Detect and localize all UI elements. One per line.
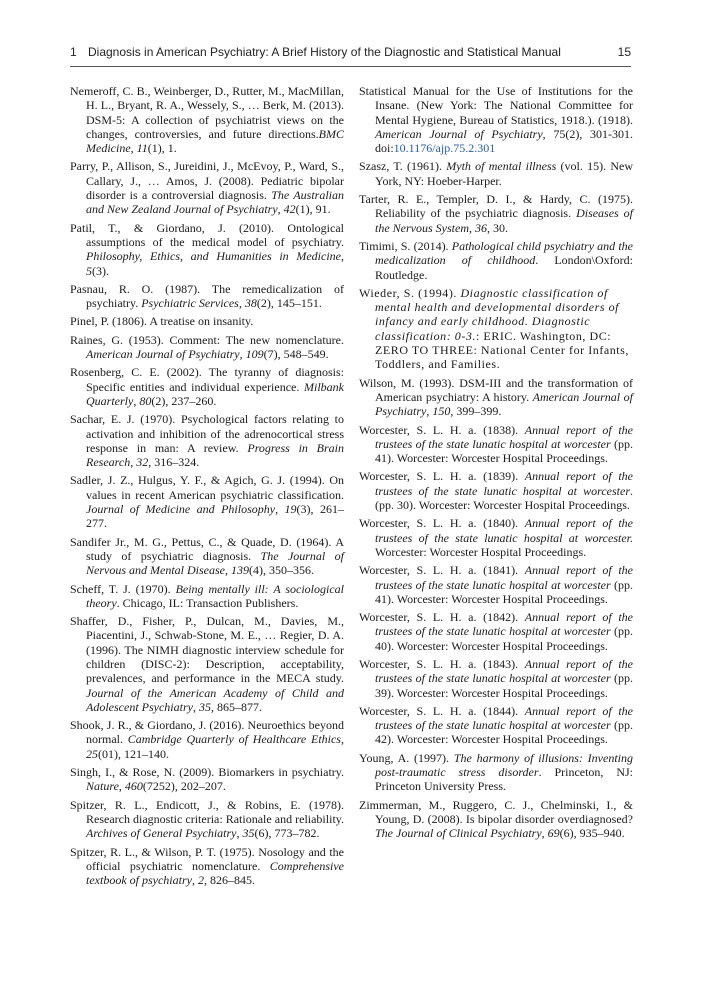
reference-entry [70, 221, 344, 278]
reference-text-part: (pp. 41). Worcester: Worcester Hospital Proceedings. [375, 436, 634, 466]
reference-text-part: , [130, 455, 137, 470]
reference-text-part: Timimi, S. (2014). [359, 238, 452, 253]
chapter-title: Diagnosis in American Psychiatry: A Brief History of the Diagnostic and Statistical Manual [88, 45, 561, 59]
reference-italic-part: The Australian and New Zealand Journal of Psychiatry [86, 188, 344, 217]
reference-entry [70, 535, 344, 578]
reference-text-part: (7252), 202–207. [142, 779, 226, 794]
reference-text-part: Sadler, J. Z., Hulgus, Y. F., & Agich, G. J. (1994). On values in recent American psychiatric classification. [70, 473, 344, 502]
reference-italic-part: 80 [139, 393, 152, 408]
reference-italic-part: Annual report of the trustees of the state lunatic hospital at worcester [375, 703, 633, 733]
reference-text-part: Worcester, S. L. H. a. (1842). [359, 610, 525, 625]
reference-italic-part: Psychiatric Services [141, 296, 239, 311]
reference-text-part: Rosenberg, C. E. (2002). The tyranny of diagnosis: Specific entities and individual experience. [70, 365, 344, 394]
references-column-left [70, 84, 344, 891]
reference-text-part: Pasnau, R. O. (1987). The remedicalization of psychiatry. [70, 281, 344, 311]
reference-entry [70, 84, 344, 155]
reference-text-part: , [340, 732, 344, 747]
reference-text-part: (pp. 39). Worcester: Worcester Hospital Proceedings. [375, 671, 634, 700]
reference-italic-part: Annual report of the trustees of the state lunatic hospital at worcester [375, 610, 633, 639]
reference-text-part: Spitzer, R. L., Endicott, J., & Robins, E. (1978). Research diagnostic criteria: Rationale and reliability. [70, 797, 344, 826]
reference-text-part: Worcester, S. L. H. a. (1839). [359, 469, 525, 484]
reference-text-part: (3), 261–277. [86, 502, 344, 531]
reference-text-part: Spitzer, R. L., & Wilson, P. T. (1975). Nosology and the official psychiatric nomenclature. [70, 844, 344, 873]
reference-entry [359, 84, 633, 155]
reference-text-part: , [224, 563, 231, 578]
reference-italic-part: 38 [244, 296, 257, 311]
reference-italic-part: Myth of mental illness [446, 159, 557, 174]
reference-entry [70, 798, 344, 841]
reference-text-part: (2), 237–260. [151, 393, 217, 408]
reference-italic-part: Journal of the American Academy of Child and Adolescent Psychiatry [86, 685, 344, 714]
reference-text-part: (1), 91. [295, 202, 331, 217]
reference-italic-part: American Journal of Psychiatry [375, 126, 543, 141]
reference-text-part: , [277, 202, 284, 217]
reference-entry [70, 365, 344, 408]
reference-italic-part: The Journal of Clinical Psychiatry [375, 826, 542, 841]
reference-entry [359, 286, 633, 372]
reference-text-part: (4), 350–356. [248, 563, 314, 578]
reference-text-part: Worcester, S. L. H. a. (1838). [359, 422, 525, 437]
reference-italic-part: Archives of General Psychiatry [86, 826, 237, 841]
reference-text-part: Zimmerman, M., Ruggero, C. J., Chelminski, I., & Young, D. (2008). Is bipolar disorder overdiagnosed? [359, 797, 633, 826]
reference-italic-part: 460 [124, 779, 143, 794]
reference-text-part: . (pp. 30). Worcester: Worcester Hospital Proceedings. [375, 483, 633, 513]
reference-text-part: Patil, T., & Giordano, J. (2010). Ontological assumptions of the medical model of psychiatry. [70, 220, 344, 249]
reference-entry [359, 159, 633, 188]
reference-italic-part: Pathological child psychiatry and the medicalization of childhood [375, 238, 634, 268]
reference-italic-part: Philosophy, Ethics, and Humanities in Medicine [86, 249, 341, 264]
reference-entry [359, 751, 633, 794]
reference-italic-part: 109 [245, 347, 264, 362]
reference-entry [359, 610, 633, 653]
reference-entry [70, 473, 344, 530]
reference-text-part: , [238, 296, 245, 311]
reference-text-part: , 30. [486, 220, 508, 235]
reference-text-part: Pinel, P. (1806). A treatise on insanity. [70, 314, 254, 329]
reference-entry [359, 516, 633, 559]
reference-italic-part: Annual report of the trustees of the state lunatic hospital at worcester [375, 469, 633, 498]
reference-text-part: , [191, 873, 198, 888]
reference-text-part: Sandifer Jr., M. G., Pettus, C., & Quade, D. (1964). A study of psychiatric diagnosis. [70, 534, 344, 563]
reference-italic-part: 36 [474, 220, 487, 235]
reference-italic-part: American Journal of Psychiatry [86, 347, 240, 362]
reference-italic-part: American Journal of Psychiatry [375, 389, 633, 419]
reference-italic-part: Being mentally ill: A sociological theory [86, 581, 344, 610]
reference-italic-part: 32 [136, 455, 149, 470]
page-number: 15 [617, 45, 631, 59]
reference-text-part: , [426, 404, 433, 419]
reference-text-part: Sachar, E. J. (1970). Psychological factors relating to activation and inhibition of the adrenocortical stress response in man: A review. [70, 412, 344, 455]
reference-italic-part: 35 [242, 826, 255, 841]
reference-text-part: Scheff, T. J. (1970). [70, 581, 176, 596]
reference-text-part: (01), 121–140. [98, 746, 169, 761]
reference-text-part: (6), 935–940. [559, 826, 625, 841]
reference-text-part: Worcester, S. L. H. a. (1841). [359, 563, 525, 578]
reference-text-part: Wilson, M. (1993). DSM-III and the transformation of American psychiatry: A history. [359, 375, 633, 404]
reference-entry [70, 718, 344, 761]
reference-entry [359, 423, 633, 466]
reference-text-part: Statistical Manual for the Use of Institutions for the Insane. (New York: The National Committee for Mental Hygiene, Bureau of Statistics, 1918.). (1918). [359, 84, 633, 127]
reference-italic-part: 139 [230, 563, 249, 578]
reference-italic-part: The harmony of illusions: Inventing post-traumatic stress disorder [375, 750, 633, 780]
reference-entry [70, 282, 344, 311]
reference-entry [70, 845, 344, 888]
reference-text-part: , [239, 347, 246, 362]
reference-italic-part: BMC Medicine [86, 126, 344, 156]
reference-italic-part: Comprehensive textbook of psychiatry [86, 858, 344, 888]
reference-text-part: . Princeton, NJ: Princeton University Press. [375, 765, 633, 794]
reference-italic-part: 19 [284, 502, 297, 517]
reference-entry [359, 192, 633, 235]
reference-text-part: (pp. 40). Worcester: Worcester Hospital Proceedings. [375, 624, 634, 653]
reference-text-part: , [130, 141, 137, 156]
reference-entry [359, 657, 633, 700]
reference-text-part: (pp. 41). Worcester: Worcester Hospital Proceedings. [375, 577, 634, 606]
reference-text-part: (pp. 42). Worcester: Worcester Hospital Proceedings. [375, 718, 634, 747]
reference-text-part: Shaffer, D., Fisher, P., Dulcan, M., Davies, M., Piacentini, J., Schwab-Stone, M. E., … Regier, D. A. (1996). The NIMH diagnostic interview schedule for children (DISC-2): Description, acceptability, prevalences, and performance in the MECA study. [70, 614, 344, 686]
reference-text-part: , 316–324. [148, 455, 200, 470]
reference-text-part: (1), 1. [147, 141, 177, 156]
reference-text-part: Worcester: Worcester Hospital Proceedings. [375, 544, 587, 559]
reference-entry [70, 765, 344, 794]
reference-text-part: Raines, G. (1953). Comment: The new nomenclature. [70, 332, 344, 347]
reference-entry [70, 582, 344, 611]
reference-italic-part: The Journal of Nervous and Mental Disease [86, 548, 344, 578]
reference-entry [70, 614, 344, 714]
reference-text-part: , [236, 826, 243, 841]
reference-italic-part: 42 [283, 202, 296, 217]
reference-text-part: Nemeroff, C. B., Weinberger, D., Rutter, M., MacMillan, H. L., Bryant, R. A., Wessely, S., … Berk, M. (2013). DSM-5: A collection of psychiatrist views on the changes, controversies, and future directions. [70, 84, 344, 141]
header-rule [70, 66, 631, 67]
reference-text-part: , 865–877. [210, 699, 262, 714]
reference-italic-part: 5 [86, 263, 92, 278]
reference-text-part: Worcester, S. L. H. a. (1843). [359, 656, 525, 671]
chapter-number: 1 [70, 45, 77, 59]
reference-entry [359, 798, 633, 841]
reference-text-part: (3). [92, 263, 109, 278]
reference-italic-part: Journal of Medicine and Philosophy [86, 502, 276, 517]
reference-italic-part: Milbank Quarterly [86, 379, 344, 408]
reference-text-part: Young, A. (1997). [359, 750, 454, 765]
reference-text-part: Tarter, R. E., Templer, D. I., & Hardy, C. (1975). Reliability of the psychiatric diagnosis. [359, 192, 633, 221]
reference-text-part: Worcester, S. L. H. a. (1844). [359, 703, 525, 718]
reference-italic-part: 25 [86, 746, 98, 761]
reference-text-part: Wieder, S. (1994). [359, 285, 461, 300]
references-column-right [359, 84, 633, 845]
reference-italic-part: Cambridge Quarterly of Healthcare Ethics [127, 732, 341, 747]
reference-italic-part: 69 [547, 826, 560, 841]
reference-italic-part: 2 [197, 873, 204, 888]
reference-text-part: , [341, 249, 344, 264]
reference-text-part: , 75(2), 301-301. doi: [375, 126, 633, 156]
reference-italic-part: Nature [86, 779, 119, 794]
reference-text-part: Szasz, T. (1961). [359, 159, 447, 174]
reference-text-part: (6), 773–782. [254, 826, 320, 841]
reference-italic-part: 11 [136, 141, 148, 156]
reference-entry [70, 333, 344, 362]
reference-text-part: Shook, J. R., & Giordano, J. (2016). Neuroethics beyond normal. [70, 718, 344, 747]
reference-italic-part: Annual report of the trustees of the state lunatic hospital at worcester [375, 563, 633, 592]
reference-italic-part: 150 [432, 404, 451, 419]
reference-entry [359, 704, 633, 747]
reference-text-part: , [192, 699, 199, 714]
reference-text-part: , 399–399. [450, 404, 502, 419]
reference-italic-part: Annual report of the trustees of the state lunatic hospital at worcester [375, 422, 633, 451]
reference-text-part: , [468, 220, 475, 235]
reference-text-part: (vol. 15). New York, NY: Hoeber-Harper. [375, 159, 634, 188]
reference-italic-part: Diagnostic classification of mental health and developmental disorders of infancy and early childhood. Diagnostic classification: 0-3. [375, 285, 620, 343]
reference-text-part: , [275, 502, 285, 517]
reference-text-part: , [541, 826, 548, 841]
reference-entry [359, 469, 633, 512]
reference-entry [359, 376, 633, 419]
reference-text-part: (2), 145–151. [256, 296, 322, 311]
reference-text-part: , 826–845. [203, 873, 255, 888]
reference-entry [70, 159, 344, 216]
running-head [70, 45, 631, 65]
reference-text-part: : ERIC. Washington, DC: ZERO TO THREE: National Center for Infants, Toddlers, and Families. [375, 328, 629, 372]
doi-link[interactable]: 10.1176/ajp.75.2.301 [393, 141, 496, 156]
reference-text-part: . London\Oxford: Routledge. [375, 253, 633, 282]
reference-text-part: Singh, I., & Rose, N. (2009). Biomarkers in psychiatry. [70, 765, 344, 780]
reference-entry [70, 412, 344, 469]
reference-italic-part: Diseases of the Nervous System [375, 206, 634, 235]
reference-text-part: Parry, P., Allison, S., Jureidini, J., McEvoy, P., Ward, S., Callary, J., … Amos, J. (2008). Pediatric bipolar disorder is a controversial diagnosis. [70, 159, 344, 203]
reference-entry [359, 239, 633, 282]
reference-italic-part: Progress in Brain Research [86, 440, 344, 470]
reference-text-part: Worcester, S. L. H. a. (1840). [359, 516, 525, 531]
reference-entry [70, 314, 344, 328]
reference-text-part: , [118, 779, 125, 794]
reference-text-part: . Chicago, IL: Transaction Publishers. [116, 595, 299, 610]
reference-entry [359, 563, 633, 606]
reference-text-part: (7), 548–549. [263, 347, 329, 362]
reference-text-part: , [133, 393, 140, 408]
reference-italic-part: Annual report of the trustees of the state lunatic hospital at worcester [375, 656, 633, 686]
reference-italic-part: 35 [198, 699, 211, 714]
reference-italic-part: Annual report of the trustees of the state lunatic hospital at worcester. [375, 516, 633, 545]
